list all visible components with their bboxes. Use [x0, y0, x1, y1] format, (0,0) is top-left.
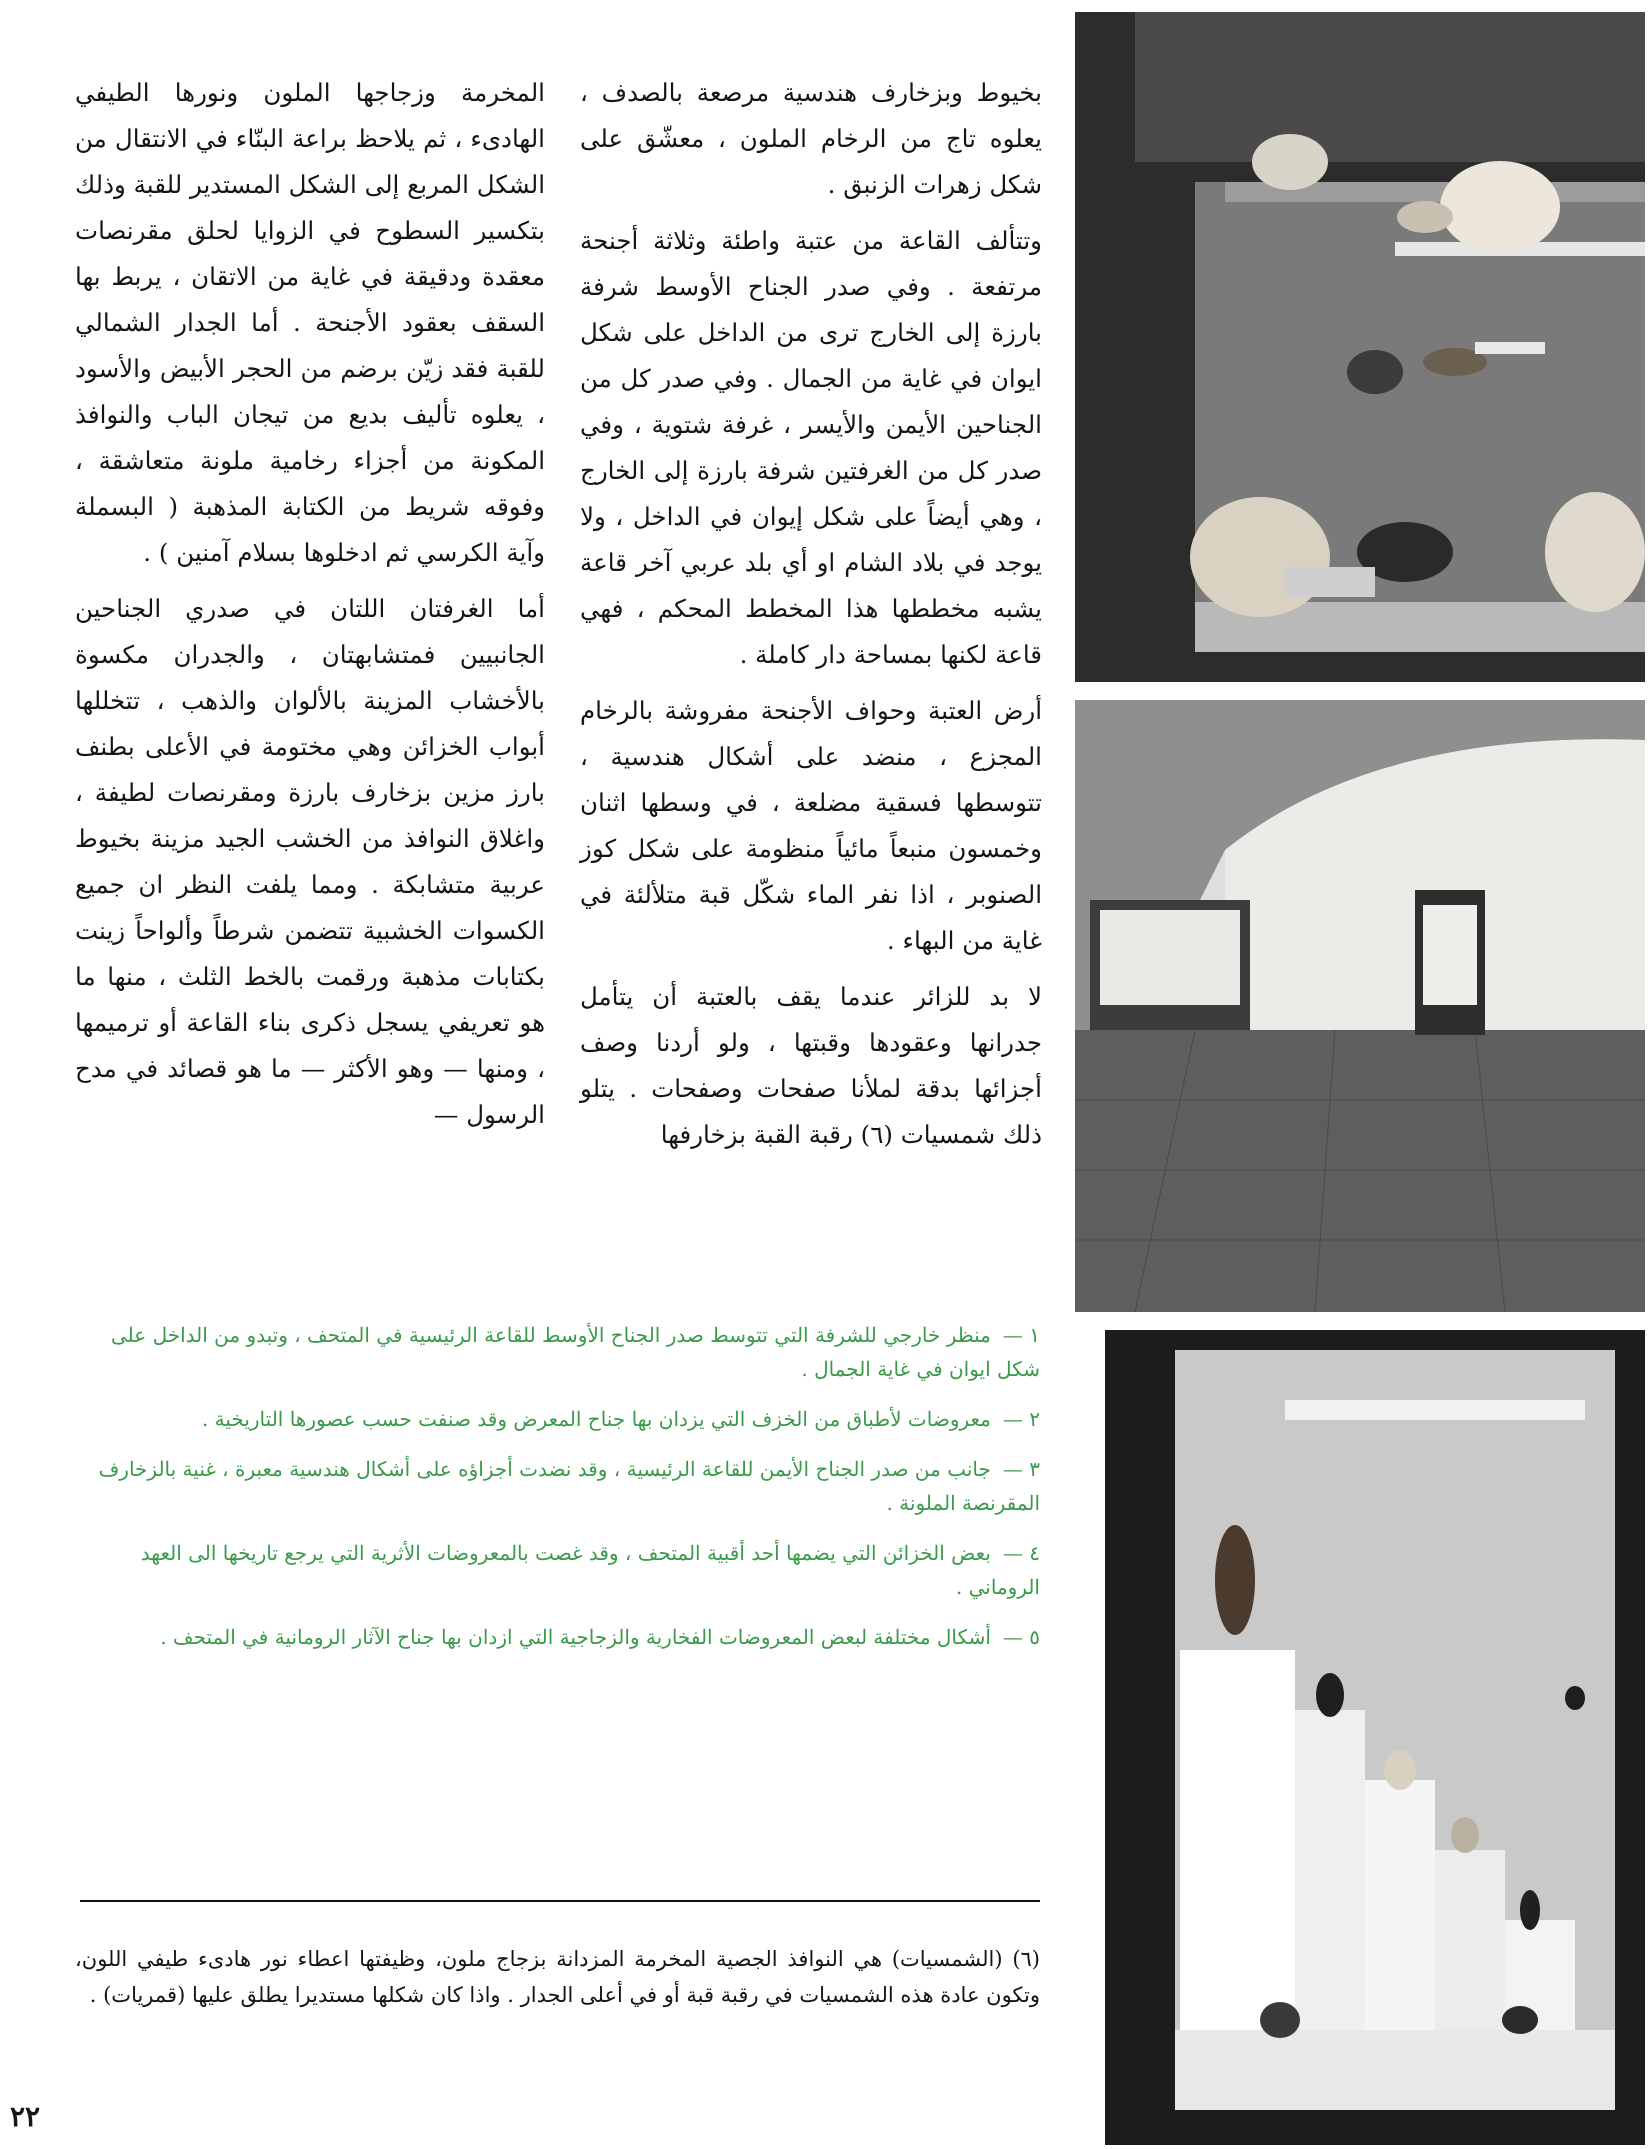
- photo-ceramic-bowls-display: [1075, 12, 1645, 682]
- caption-2: [80, 1402, 1040, 1436]
- caption-text: أشكال مختلفة لبعض المعروضات الفخارية والزجاجية التي ازدان بها جناح الآثار الرومانية في المتحف .: [160, 1625, 991, 1649]
- caption-text: جانب من صدر الجناح الأيمن للقاعة الرئيسية ، وقد نضدت أجزاؤه على أشكال هندسية معبرة ، غنية بالزخارف المقرنصة الملونة .: [98, 1457, 1040, 1515]
- photo-gallery-vault-image: [1075, 700, 1645, 1312]
- caption-number: ٥ —: [1002, 1625, 1040, 1649]
- paragraph: بخيوط وبزخارف هندسية مرصعة بالصدف ، يعلوه تاج من الرخام الملون ، معشّق على شكل زهرات الزنبق .: [580, 78, 1042, 199]
- page-number: ٢٢: [10, 2100, 41, 2133]
- photo-pottery-glass-image: [1105, 1330, 1645, 2145]
- caption-3: [80, 1452, 1040, 1520]
- photo-gallery-vault: [1075, 700, 1645, 1312]
- paragraph: لا بد للزائر عندما يقف بالعتبة أن يتأمل جدرانها وعقودها وقبتها ، ولو أردنا وصف أجزائها بدقة لملأنا صفحات وصفحات . يتلو ذلك شمسيات (٦) رقبة القبة بزخارفها: [580, 982, 1042, 1149]
- caption-text: معروضات لأطباق من الخزف التي يزدان بها جناح المعرض وقد صنفت حسب عصورها التاريخية .: [201, 1407, 991, 1431]
- paragraph: وتتألف القاعة من عتبة واطئة وثلاثة أجنحة مرتفعة . وفي صدر الجناح الأوسط شرفة بارزة إلى الخارج ترى من الداخل على شكل ايوان في غاية من الجمال . وفي صدر كل من الجناحين الأيمن والأيسر ، غرفة شتوية ، وفي صدر كل من الغرفتين شرفة بارزة إلى الخارج ، وهي أيضاً على شكل إيوان في الداخل ، ولا يوجد في بلاد الشام او أي بلد عربي آخر قاعة يشبه مخططها هذا المخطط المحكم ، فهي قاعة لكنها بمساحة دار كاملة .: [580, 226, 1042, 669]
- caption-1: [80, 1318, 1040, 1386]
- caption-5: [80, 1620, 1040, 1654]
- caption-number: ٣ —: [1002, 1457, 1040, 1481]
- photo-ceramic-bowls-image: [1075, 12, 1645, 682]
- footnote-divider: [80, 1900, 1040, 1902]
- caption-number: ١ —: [1002, 1323, 1040, 1347]
- article-column-right: [580, 70, 1042, 1168]
- caption-number: ٢ —: [1002, 1407, 1040, 1431]
- paragraph: أما الغرفتان اللتان في صدري الجناحين الجانبيين فمتشابهتان ، والجدران مكسوة بالأخشاب المزينة بالألوان والذهب ، تتخللها أبواب الخزائن وهي مختومة في الأعلى بطنف بارز مزين بزخارف بارزة ومقرنصات لطيفة ، واغلاق النوافذ من الخشب الجيد مزينة بخيوط عربية متشابكة . ومما يلفت النظر ان جميع الكسوات الخشبية تتضمن شرطاً وألواحاً زينت بكتابات مذهبة ورقمت بالخط الثلث ، منها ما هو تعريفي يسجل ذكرى بناء القاعة أو ترميمها ، ومنها — وهو الأكثر — ما هو قصائد في مدح الرسول —: [75, 594, 545, 1129]
- paragraph: المخرمة وزجاجها الملون ونورها الطيفي الهادىء ، ثم يلاحظ براعة البنّاء في الانتقال من الشكل المربع إلى الشكل المستدير للقبة وذلك بتكسير السطوح في الزوايا لحلق مقرنصات معقدة ودقيقة في غاية من الاتقان ، يربط بها السقف بعقود الأجنحة . أما الجدار الشمالي للقبة فقد زيّن برضم من الحجر الأبيض والأسود ، يعلوه تأليف بديع من تيجان الباب والنوافذ المكونة من أجزاء رخامية ملونة متعاشقة ، وفوقه شريط من الكتابة المذهبة ( البسملة وآية الكرسي ثم ادخلوها بسلام آمنين ) .: [75, 78, 545, 567]
- caption-number: ٤ —: [1002, 1541, 1040, 1565]
- photo-pottery-glass-display: [1105, 1330, 1645, 2145]
- caption-text: بعض الخزائن التي يضمها أحد أقبية المتحف ، وقد غصت بالمعروضات الأثرية التي يرجع تاريخها الى العهد الروماني .: [140, 1541, 1040, 1599]
- photo-captions: [80, 1318, 1040, 1670]
- caption-4: [80, 1536, 1040, 1604]
- article-column-left: [75, 70, 545, 1148]
- paragraph: أرض العتبة وحواف الأجنحة مفروشة بالرخام المجزع ، منضد على أشكال هندسية ، تتوسطها فسقية مضلعة ، في وسطها اثنان وخمسون منبعاً مائياً منظومة على شكل كوز الصنوبر ، اذا نفر الماء شكّل قبة متلألئة في غاية من البهاء .: [580, 696, 1042, 955]
- caption-text: منظر خارجي للشرفة التي تتوسط صدر الجناح الأوسط للقاعة الرئيسية في المتحف ، وتبدو من الداخل على شكل ايوان في غاية الجمال .: [111, 1323, 1040, 1381]
- footnote: (٦) (الشمسيات) هي النوافذ الجصية المخرمة المزدانة بزجاج ملون، وظيفتها اعطاء نور هادىء طيفي اللون، وتكون عادة هذه الشمسيات في رقبة قبة أو في أعلى الجدار . واذا كان شكلها مستديرا يطلق عليها (قمريات) .: [75, 1947, 1040, 2007]
